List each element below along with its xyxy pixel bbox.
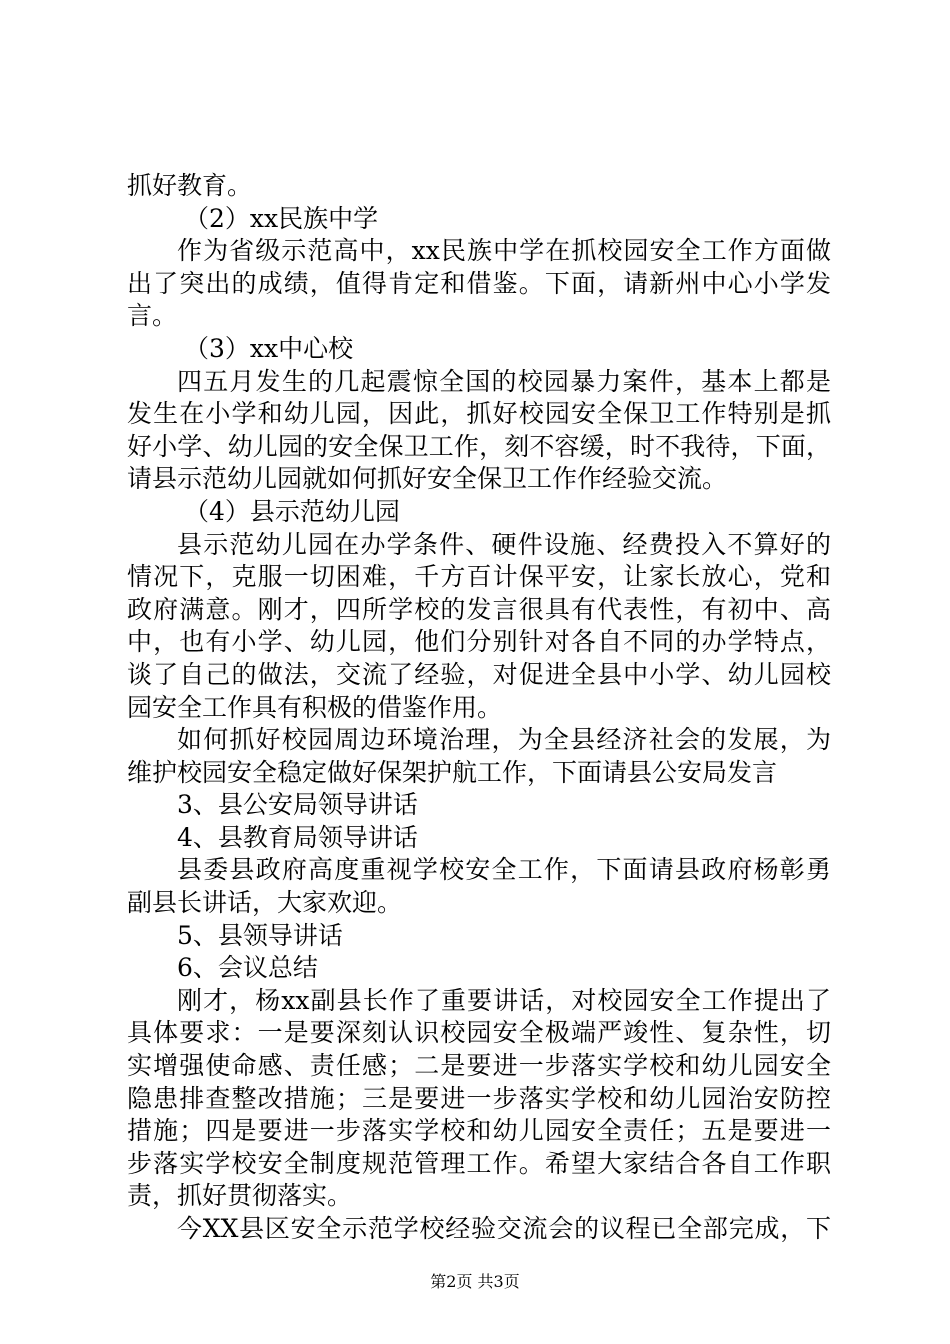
text-line: 副县长讲话，大家欢迎。 [127, 888, 403, 918]
text-line: 措施；四是要进一步落实学校和幼儿园安全责任；五是要进一 [127, 1116, 831, 1146]
text-line: 抓好教育。 [127, 171, 253, 200]
text-line: 发生在小学和幼儿园，因此，抓好校园安全保卫工作特别是抓 [127, 399, 831, 429]
text-line: 责，抓好贯彻落实。 [127, 1181, 353, 1211]
text-line: 步落实学校安全制度规范管理工作。希望大家结合各自工作职 [127, 1148, 831, 1178]
text-line: （3）xx中心校 [184, 333, 354, 363]
text-line: 好小学、幼儿园的安全保卫工作，刻不容缓，时不我待，下面， [127, 431, 831, 461]
text-line: 县示范幼儿园在办学条件、硬件设施、经费投入不算好的 [177, 529, 831, 559]
text-line: 5、县领导讲话 [177, 920, 343, 950]
text-line: 出了突出的成绩，值得肯定和借鉴。下面，请新州中心小学发 [127, 268, 831, 298]
text-line: 中，也有小学、幼儿园，他们分别针对各自不同的办学特点， [127, 627, 831, 657]
text-line: 情况下，克服一切困难，千方百计保平安，让家长放心，党和 [127, 562, 831, 592]
text-line: （2）xx民族中学 [184, 203, 379, 233]
text-line: 具体要求：一是要深刻认识校园安全极端严竣性、复杂性，切 [127, 1018, 831, 1048]
text-line: （4）县示范幼儿园 [184, 496, 400, 526]
text-line: 今XX县区安全示范学校经验交流会的议程已全部完成，下 [177, 1214, 831, 1243]
text-line: 3、县公安局领导讲话 [177, 790, 418, 820]
text-line: 四五月发生的几起震惊全国的校园暴力案件，基本上都是 [177, 366, 831, 396]
text-line: 如何抓好校园周边环境治理，为全县经济社会的发展，为 [177, 725, 831, 755]
text-line: 刚才，杨xx副县长作了重要讲话，对校园安全工作提出了 [177, 985, 831, 1015]
text-line: 6、会议总结 [177, 953, 318, 983]
text-line: 实增强使命感、责任感；二是要进一步落实学校和幼儿园安全 [127, 1051, 831, 1081]
text-line: 园安全工作具有积极的借鉴作用。 [127, 692, 503, 722]
text-line: 隐患排查整改措施；三是要进一步落实学校和幼儿园治安防控 [127, 1083, 831, 1113]
text-line: 谈了自己的做法，交流了经验，对促进全县中小学、幼儿园校 [127, 659, 831, 689]
text-line: 请县示范幼儿园就如何抓好安全保卫工作作经验交流。 [127, 464, 728, 494]
text-line: 作为省级示范高中，xx民族中学在抓校园安全工作方面做 [177, 236, 831, 266]
text-line: 维护校园安全稳定做好保架护航工作，下面请县公安局发言 [127, 757, 778, 787]
text-line: 县委县政府高度重视学校安全工作，下面请县政府杨彰勇 [177, 855, 831, 885]
text-line: 4、县教育局领导讲话 [177, 822, 418, 852]
page-footer: 第2页 共3页 [430, 1272, 520, 1291]
document-body [127, 170, 831, 1246]
text-line: 政府满意。刚才，四所学校的发言很具有代表性，有初中、高 [127, 594, 831, 624]
text-line: 言。 [127, 301, 178, 331]
